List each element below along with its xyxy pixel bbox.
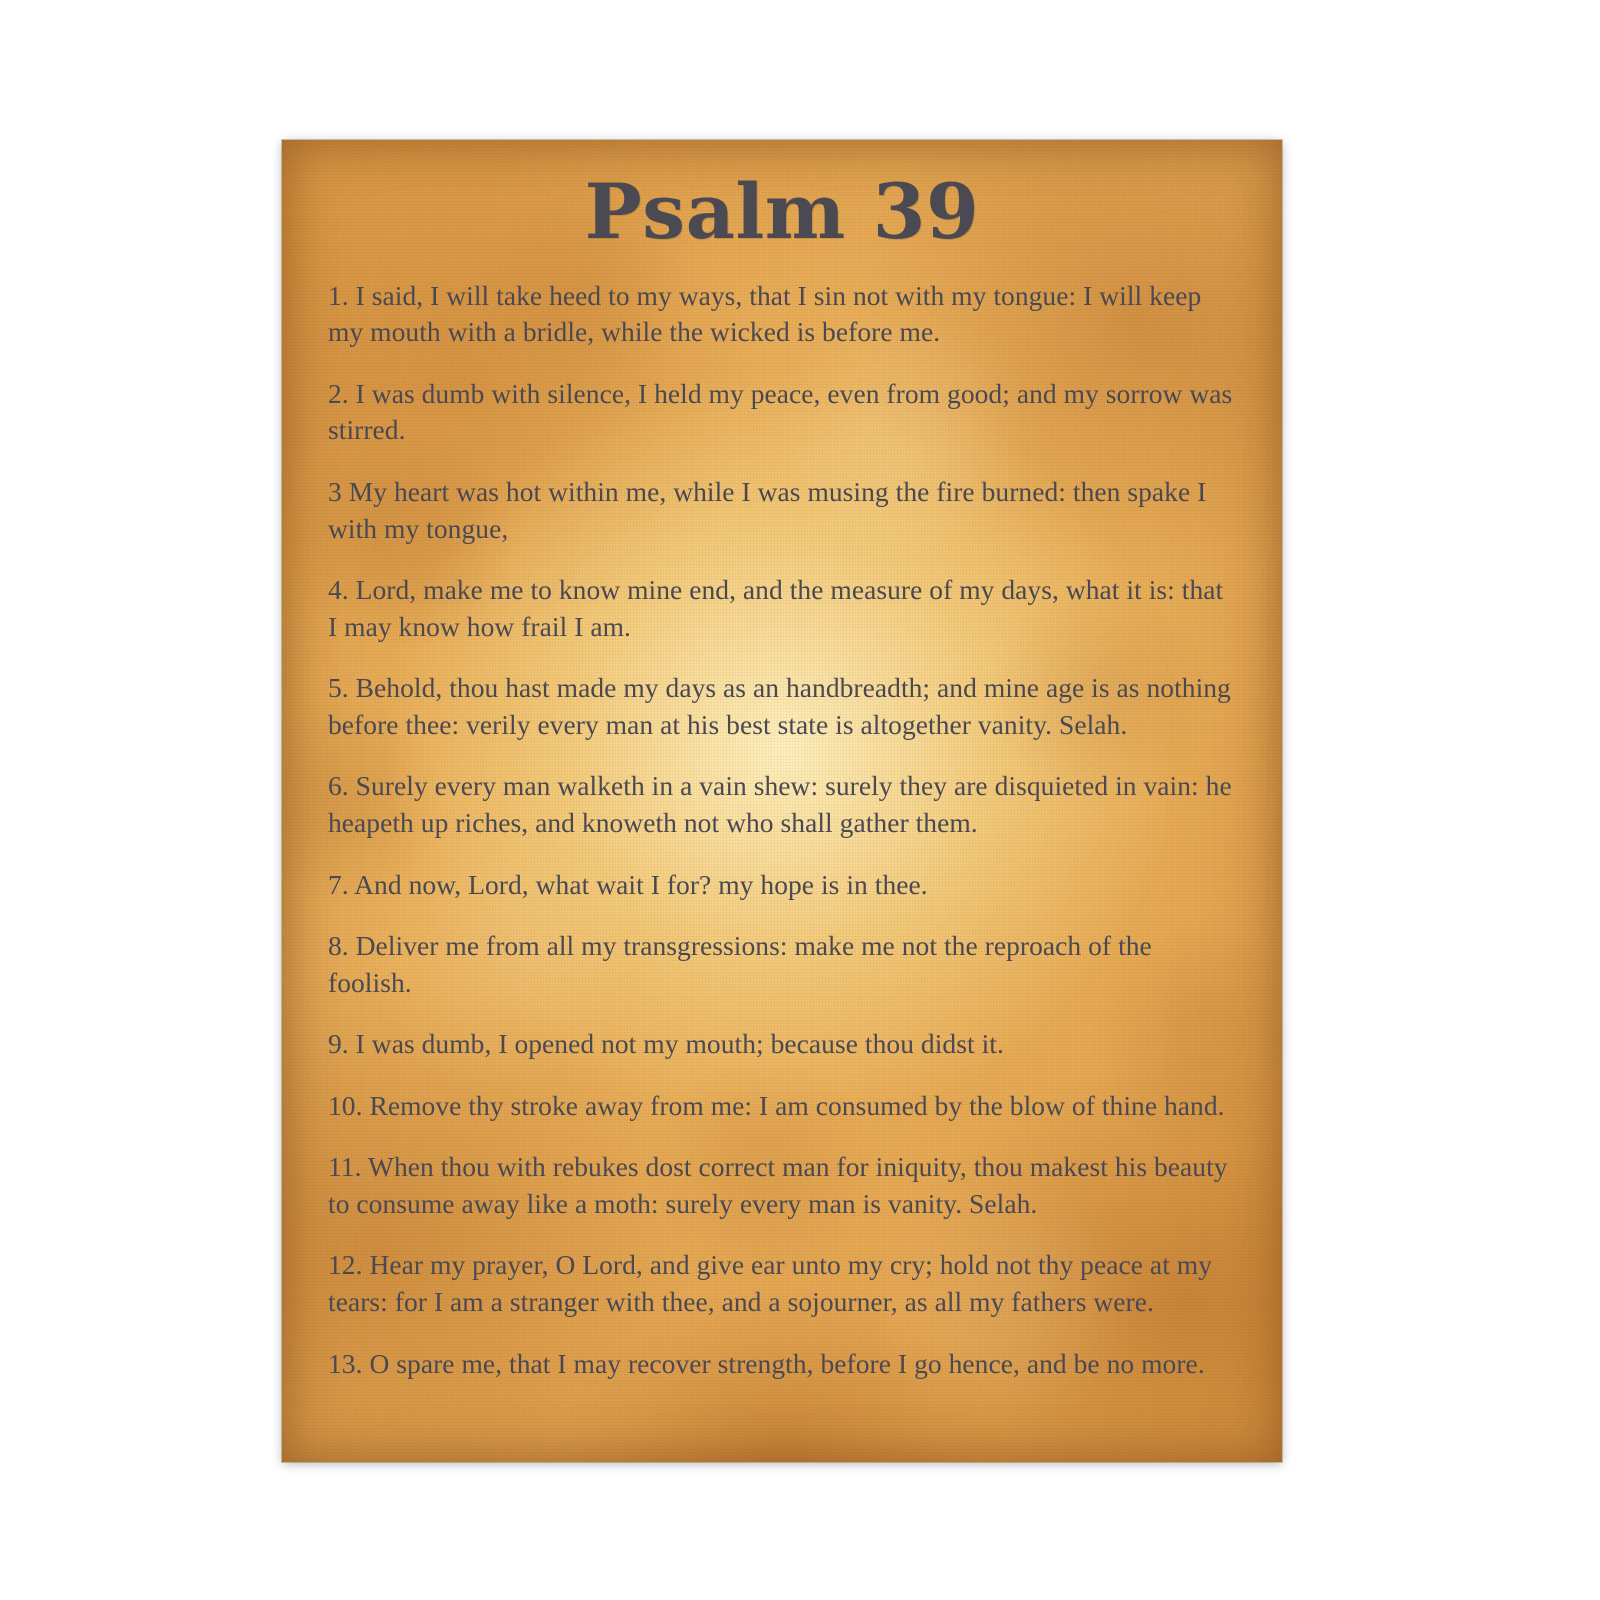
verse-line: 4. Lord, make me to know mine end, and the measure of my days, what it is: that I may know how frail I am. [328, 574, 1224, 642]
verse-line: 3 My heart was hot within me, while I was musing the fire burned: then spake I with my tongue, [328, 476, 1207, 544]
page-title: Psalm 39 [584, 167, 980, 256]
verse-line: 12. Hear my prayer, O Lord, and give ear unto my cry; hold not thy peace at my tears: for I am a stranger with thee, and a sojourner, as all my fathers were. [328, 1249, 1213, 1318]
verse-line: 8. Deliver me from all my transgressions: make me not the reproach of the foolish. [328, 930, 1152, 998]
verse-line: 6. Surely every man walketh in a vain shew: surely they are disquieted in vain: he heapeth up riches, and knoweth not who shall gather them. [328, 770, 1232, 838]
verse-line: 13. O spare me, that I may recover strength, before I go hence, and be no more. [328, 1347, 1205, 1379]
verse-line: 11. When thou with rebukes dost correct man for iniquity, thou makest his beauty to consume away like a moth: surely every man is vanity. Selah. [328, 1151, 1228, 1219]
verse-line: 1. I said, I will take heed to my ways, that I sin not with my tongue: I will keep my mouth with a bridle, while the wicked is before me. [328, 279, 1202, 348]
verse-line: 10. Remove thy stroke away from me: I am consumed by the blow of thine hand. [328, 1089, 1225, 1121]
document-content [282, 140, 1282, 1462]
verse-line: 9. I was dumb, I opened not my mouth; because thou didst it. [328, 1028, 1004, 1060]
parchment-canvas [282, 140, 1282, 1462]
verse-line: 7. And now, Lord, what wait I for? my hope is in thee. [328, 868, 928, 900]
verse-line: 2. I was dumb with silence, I held my peace, even from good; and my sorrow was stirred. [328, 377, 1233, 446]
verse-line: 5. Behold, thou hast made my days as an handbreadth; and mine age is as nothing before thee: verily every man at his best state is altogether vanity. Selah. [328, 672, 1231, 740]
